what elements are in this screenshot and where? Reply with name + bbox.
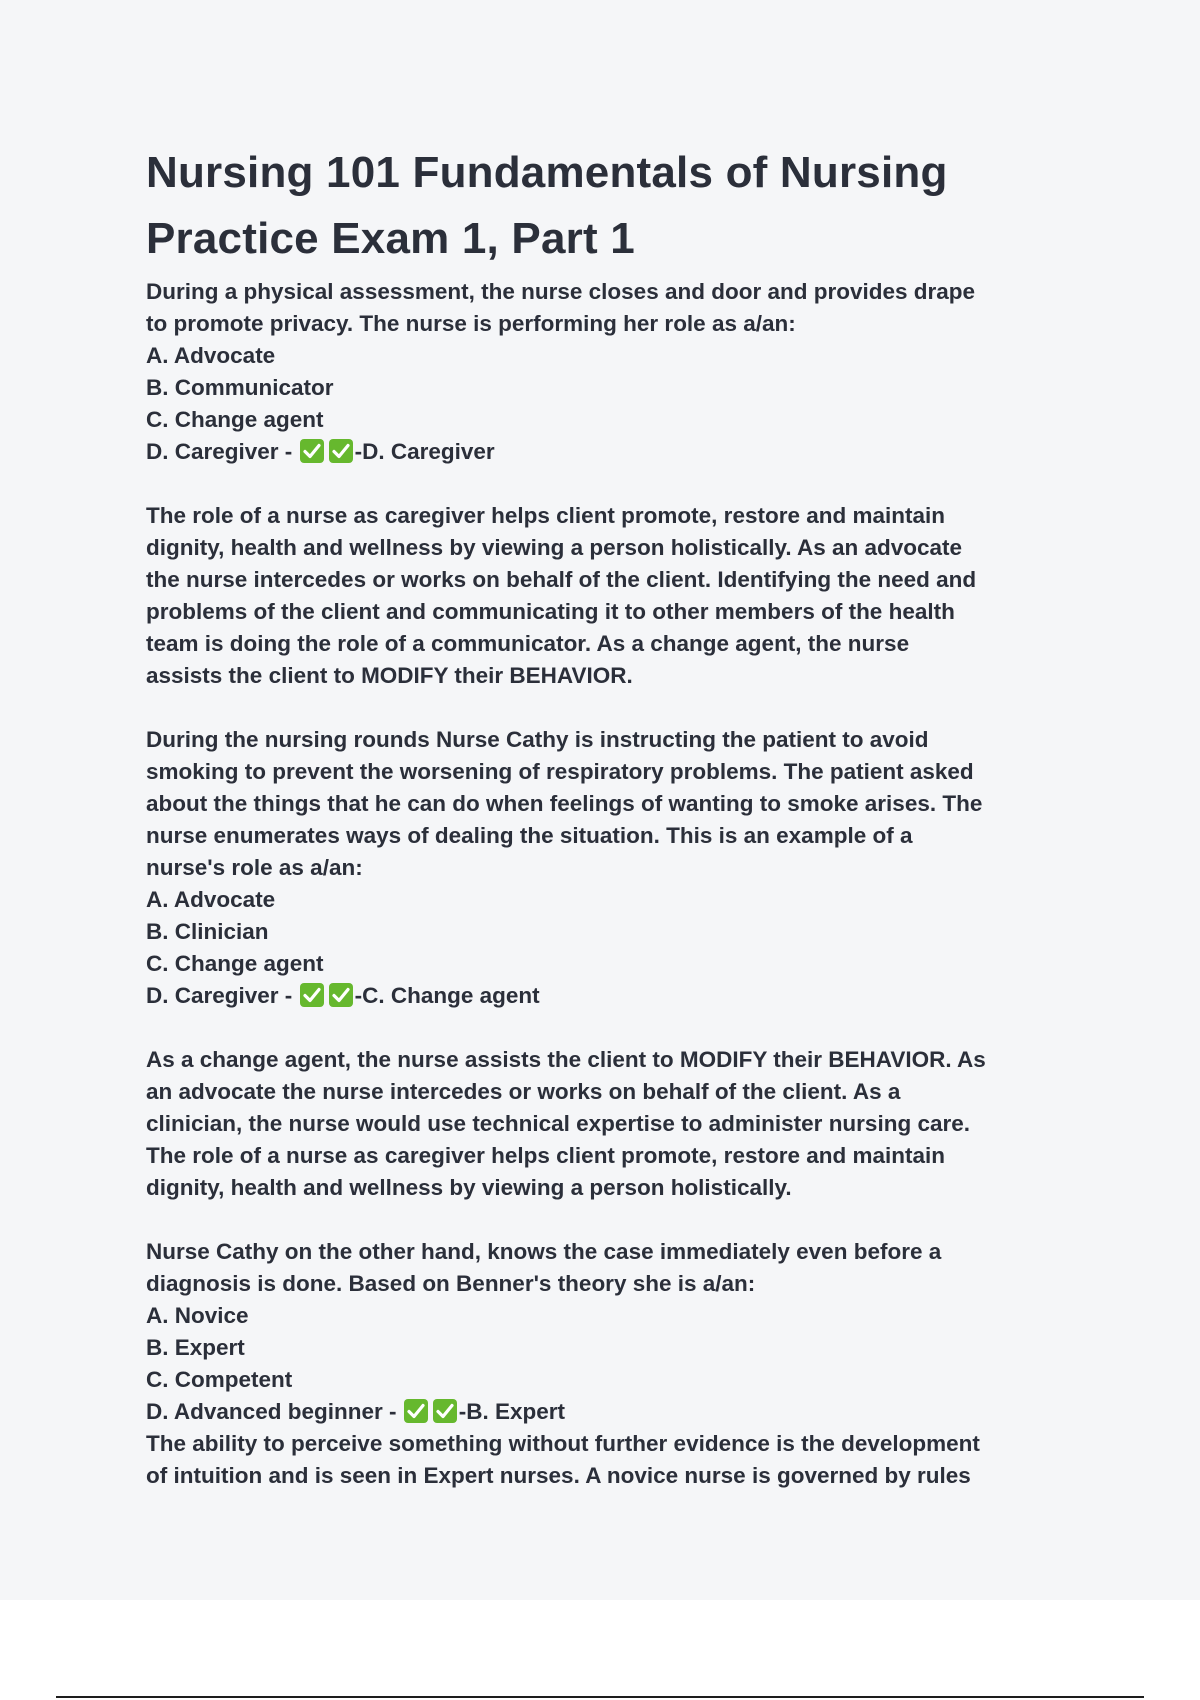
rationale-line: an advocate the nurse intercedes or works on behalf of the client. As a (146, 1079, 901, 1104)
answer-option-a: A. Advocate (146, 343, 276, 368)
page-bottom-rule (56, 1696, 1144, 1698)
rationale-line: assists the client to MODIFY their BEHAVIOR. (146, 663, 633, 688)
question-stem-line: Nurse Cathy on the other hand, knows the case immediately even before a (146, 1239, 942, 1264)
correct-answer: -C. Change agent (354, 983, 540, 1008)
answer-option-a: A. Novice (146, 1303, 249, 1328)
answer-option-b: B. Clinician (146, 919, 269, 944)
question-stem-line: During the nursing rounds Nurse Cathy is instructing the patient to avoid (146, 727, 929, 752)
answer-option-d-with-key (146, 436, 1066, 468)
check-mark-icon (299, 438, 325, 464)
answer-option-d-with-key (146, 1396, 1066, 1428)
rationale-line: The role of a nurse as caregiver helps client promote, restore and maintain (146, 503, 945, 528)
answer-option-a: A. Advocate (146, 887, 276, 912)
rationale-line: The role of a nurse as caregiver helps client promote, restore and maintain (146, 1143, 945, 1168)
question-2 (146, 724, 1066, 1012)
answer-option-d-with-key (146, 980, 1066, 1012)
correct-answer: -B. Expert (458, 1399, 566, 1424)
answer-option-c: C. Competent (146, 1367, 293, 1392)
question-1 (146, 276, 1066, 468)
answer-option-d: D. Advanced beginner - (146, 1399, 397, 1424)
rationale-line: problems of the client and communicating it to other members of the health (146, 599, 955, 624)
document-title (146, 140, 1066, 272)
rationale-line: of intuition and is seen in Expert nurses. A novice nurse is governed by rules (146, 1463, 971, 1488)
answer-option-c: C. Change agent (146, 407, 324, 432)
check-mark-icon (328, 982, 354, 1008)
check-mark-icon (432, 1398, 458, 1424)
rationale-line: dignity, health and wellness by viewing a person holistically. As an advocate (146, 535, 963, 560)
rationale-line: As a change agent, the nurse assists the client to MODIFY their BEHAVIOR. As (146, 1047, 986, 1072)
answer-option-d: D. Caregiver - (146, 439, 293, 464)
question-stem-line: to promote privacy. The nurse is performing her role as a/an: (146, 311, 796, 336)
question-stem-line: about the things that he can do when feelings of wanting to smoke arises. The (146, 791, 983, 816)
title-line-2: Practice Exam 1, Part 1 (146, 214, 635, 263)
rationale-2 (146, 1044, 1066, 1204)
rationale-1 (146, 500, 1066, 692)
question-stem-line: During a physical assessment, the nurse closes and door and provides drape (146, 279, 976, 304)
check-mark-icon (299, 982, 325, 1008)
question-stem-line: smoking to prevent the worsening of respiratory problems. The patient asked (146, 759, 974, 784)
rationale-line: dignity, health and wellness by viewing a person holistically. (146, 1175, 792, 1200)
question-stem-line: nurse's role as a/an: (146, 855, 363, 880)
rationale-line: team is doing the role of a communicator. As a change agent, the nurse (146, 631, 910, 656)
rationale-line: the nurse intercedes or works on behalf of the client. Identifying the need and (146, 567, 977, 592)
check-mark-icon (328, 438, 354, 464)
correct-answer: -D. Caregiver (354, 439, 495, 464)
answer-option-b: B. Communicator (146, 375, 334, 400)
document-content (146, 140, 1066, 1492)
answer-option-d: D. Caregiver - (146, 983, 293, 1008)
title-line-1: Nursing 101 Fundamentals of Nursing (146, 148, 948, 197)
question-stem-line: diagnosis is done. Based on Benner's theory she is a/an: (146, 1271, 756, 1296)
check-mark-icon (403, 1398, 429, 1424)
question-stem-line: nurse enumerates ways of dealing the situation. This is an example of a (146, 823, 913, 848)
rationale-line: clinician, the nurse would use technical expertise to administer nursing care. (146, 1111, 970, 1136)
answer-option-c: C. Change agent (146, 951, 324, 976)
question-3 (146, 1236, 1066, 1492)
rationale-line: The ability to perceive something without further evidence is the development (146, 1431, 980, 1456)
answer-option-b: B. Expert (146, 1335, 245, 1360)
